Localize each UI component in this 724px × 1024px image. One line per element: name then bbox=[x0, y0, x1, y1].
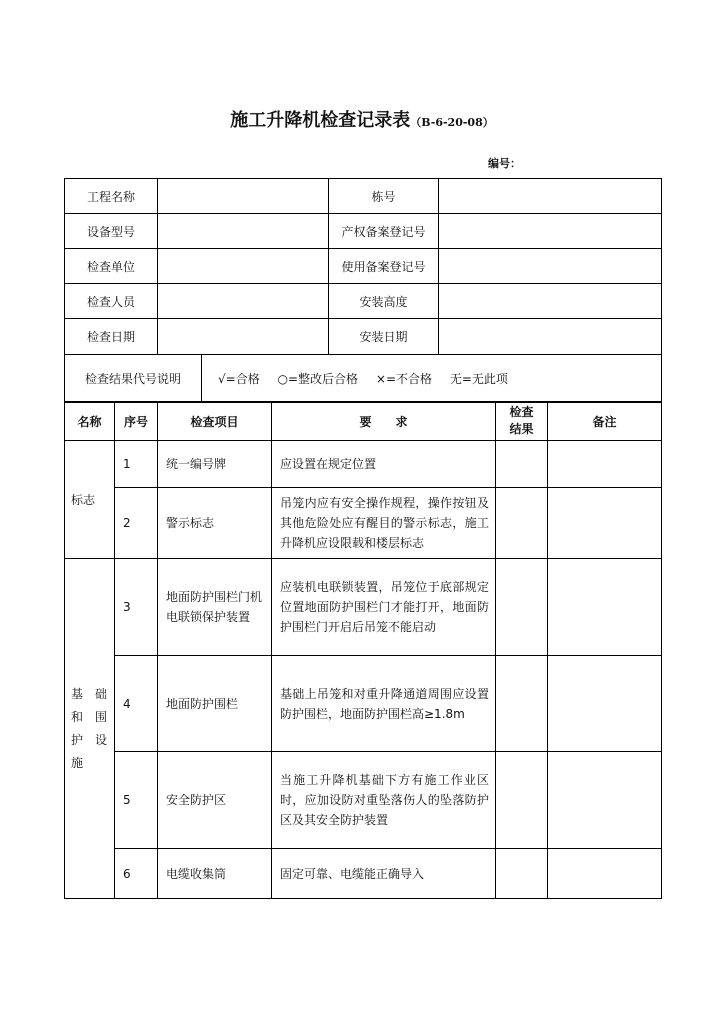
row-requirement: 应设置在规定位置 bbox=[272, 441, 496, 488]
title-text: 施工升降机检查记录表 bbox=[230, 110, 411, 131]
equipment-model-field[interactable] bbox=[158, 214, 329, 249]
category-basic-protection bbox=[65, 559, 115, 899]
row-seq: 4 bbox=[115, 656, 158, 752]
info-label: 检查日期 bbox=[65, 319, 158, 355]
category-basic-line: 施 bbox=[71, 755, 84, 770]
info-label: 使用备案登记号 bbox=[329, 249, 439, 284]
row-result-cell[interactable] bbox=[496, 752, 548, 849]
info-row bbox=[65, 284, 662, 319]
col-header-note: 备注 bbox=[548, 402, 662, 441]
category-basic-line: 基 础 bbox=[71, 686, 108, 701]
info-row bbox=[65, 179, 662, 214]
info-row bbox=[65, 319, 662, 355]
legend-none: 无=无此项 bbox=[449, 372, 508, 386]
row-note-cell[interactable] bbox=[548, 752, 662, 849]
col-header-requirement: 要 求 bbox=[272, 402, 496, 441]
inspector-field[interactable] bbox=[158, 284, 329, 319]
col-header-seq: 序号 bbox=[115, 402, 158, 441]
row-seq: 2 bbox=[115, 488, 158, 559]
category-sign: 标志 bbox=[65, 441, 115, 559]
legend-fixed: ○=整改后合格 bbox=[277, 372, 359, 386]
row-note-cell[interactable] bbox=[548, 559, 662, 656]
row-requirement: 固定可靠、电缆能正确导入 bbox=[272, 849, 496, 899]
form-title bbox=[0, 106, 724, 132]
info-label: 设备型号 bbox=[65, 214, 158, 249]
inspection-unit-field[interactable] bbox=[158, 249, 329, 284]
row-result-cell[interactable] bbox=[496, 559, 548, 656]
info-label: 检查人员 bbox=[65, 284, 158, 319]
info-label: 产权备案登记号 bbox=[329, 214, 439, 249]
table-row bbox=[65, 656, 662, 752]
info-row bbox=[65, 214, 662, 249]
category-basic-line: 和 围 bbox=[71, 709, 108, 724]
row-seq: 6 bbox=[115, 849, 158, 899]
table-row bbox=[65, 559, 662, 656]
table-row bbox=[65, 441, 662, 488]
row-item: 电缆收集筒 bbox=[158, 849, 272, 899]
serial-number-label: 编号： bbox=[488, 157, 521, 170]
col-header-name: 名称 bbox=[65, 402, 115, 441]
legend-label: 检查结果代号说明 bbox=[65, 355, 202, 403]
row-result-cell[interactable] bbox=[496, 849, 548, 899]
legend-table bbox=[64, 354, 662, 403]
row-requirement: 应装机电联锁装置，吊笼位于底部规定位置地面防护围栏门才能打开，地面防护围栏门开启后吊笼不能启动 bbox=[272, 559, 496, 656]
row-item: 地面防护围栏 bbox=[158, 656, 272, 752]
inspection-table bbox=[64, 401, 662, 899]
row-note-cell[interactable] bbox=[548, 656, 662, 752]
category-basic-line: 护 设 bbox=[71, 732, 108, 747]
row-item: 警示标志 bbox=[158, 488, 272, 559]
info-table bbox=[64, 178, 662, 355]
row-seq: 5 bbox=[115, 752, 158, 849]
inspection-date-field[interactable] bbox=[158, 319, 329, 355]
row-result-cell[interactable] bbox=[496, 441, 548, 488]
table-row bbox=[65, 752, 662, 849]
row-requirement: 当施工升降机基础下方有施工作业区时，应加设防对重坠落伤人的坠落防护区及其安全防护装置 bbox=[272, 752, 496, 849]
row-note-cell[interactable] bbox=[548, 488, 662, 559]
row-note-cell[interactable] bbox=[548, 441, 662, 488]
row-item: 安全防护区 bbox=[158, 752, 272, 849]
table-row bbox=[65, 849, 662, 899]
row-requirement: 基础上吊笼和对重升降通道周围应设置防护围栏，地面防护围栏高≥1.8m bbox=[272, 656, 496, 752]
row-seq: 1 bbox=[115, 441, 158, 488]
row-note-cell[interactable] bbox=[548, 849, 662, 899]
col-header-item: 检查项目 bbox=[158, 402, 272, 441]
info-row bbox=[65, 249, 662, 284]
project-name-field[interactable] bbox=[158, 179, 329, 214]
col-header-result: 检查结果 bbox=[496, 402, 548, 441]
info-label: 栋号 bbox=[329, 179, 439, 214]
info-label: 安装日期 bbox=[329, 319, 439, 355]
row-result-cell[interactable] bbox=[496, 656, 548, 752]
property-record-field[interactable] bbox=[439, 214, 662, 249]
row-item: 地面防护围栏门机电联锁保护装置 bbox=[158, 559, 272, 656]
table-row bbox=[65, 488, 662, 559]
info-label: 安装高度 bbox=[329, 284, 439, 319]
info-label: 工程名称 bbox=[65, 179, 158, 214]
install-date-field[interactable] bbox=[439, 319, 662, 355]
legend-pass: √=合格 bbox=[218, 372, 260, 386]
legend-codes bbox=[202, 355, 662, 403]
row-seq: 3 bbox=[115, 559, 158, 656]
row-result-cell[interactable] bbox=[496, 488, 548, 559]
legend-fail: ×=不合格 bbox=[375, 372, 433, 386]
usage-record-field[interactable] bbox=[439, 249, 662, 284]
form-code: （B-6-20-08） bbox=[410, 116, 494, 129]
info-label: 检查单位 bbox=[65, 249, 158, 284]
install-height-field[interactable] bbox=[439, 284, 662, 319]
row-requirement: 吊笼内应有安全操作规程，操作按钮及其他危险处应有醒目的警示标志，施工升降机应设限载和楼层标志 bbox=[272, 488, 496, 559]
table-header-row bbox=[65, 402, 662, 441]
row-item: 统一编号牌 bbox=[158, 441, 272, 488]
building-number-field[interactable] bbox=[439, 179, 662, 214]
